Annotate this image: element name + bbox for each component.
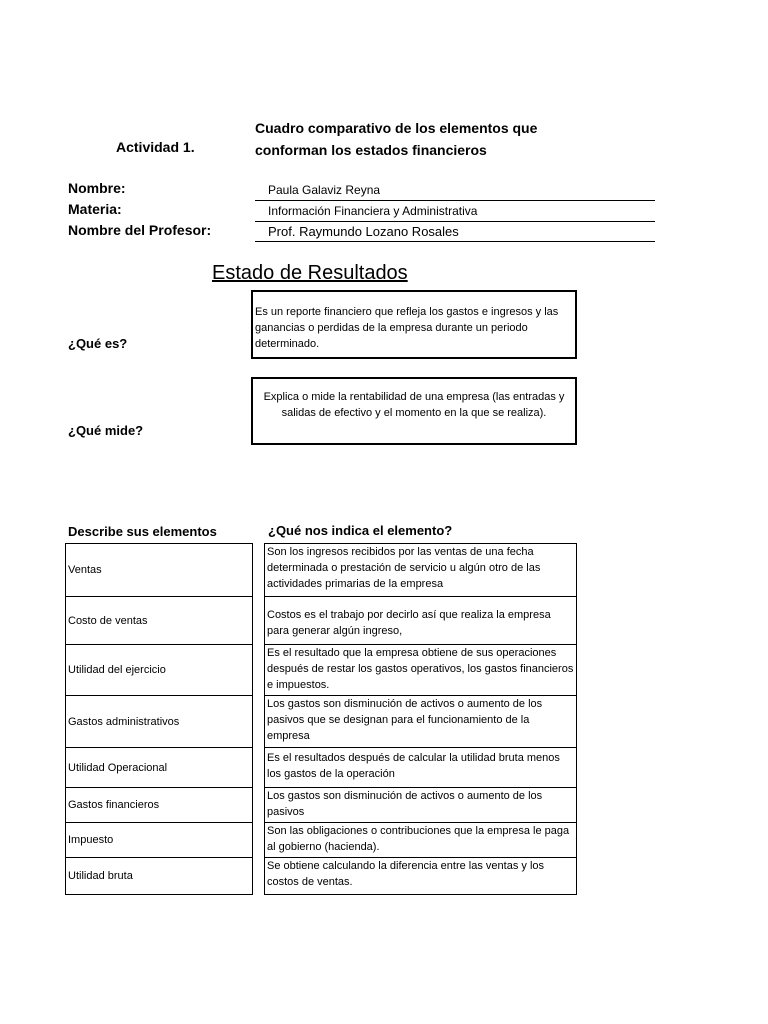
table-row-description: [264, 596, 577, 645]
table-row-description: [264, 787, 577, 823]
table-row-element: [65, 644, 253, 696]
table-row-element: [65, 857, 253, 895]
teacher-value: Prof. Raymundo Lozano Rosales: [268, 224, 459, 239]
element-label: Gastos administrativos: [68, 715, 180, 728]
subject-underline: [255, 221, 655, 222]
subject-label: Materia:: [68, 201, 122, 217]
name-value: Paula Galaviz Reyna: [268, 183, 381, 197]
description-text: Se obtiene calculando la diferencia entre las ventas y los costos de ventas.: [267, 860, 545, 888]
que-mide-text: Explica o mide la rentabilidad de una empresa (las entradas y salidas de efectivo y el momento en la que se realiza).: [263, 391, 565, 419]
description-text: Los gastos son disminución de activos o aumento de los pasivos: [267, 790, 543, 818]
que-mide-label: ¿Qué mide?: [68, 423, 144, 438]
table-row-element: [65, 543, 253, 597]
description-text: Son las obligaciones o contribuciones que la empresa le paga al gobierno (hacienda).: [267, 825, 570, 853]
description-text: Es el resultado que la empresa obtiene de sus operaciones después de restar los gastos operativos, los gastos financieros e impuestos.: [267, 647, 574, 691]
element-label: Utilidad del ejercicio: [68, 664, 166, 676]
element-label: Utilidad Operacional: [68, 761, 168, 774]
table-row-element: [65, 747, 253, 788]
element-label: Gastos financieros: [68, 799, 160, 811]
element-label: Impuesto: [68, 834, 114, 846]
table-row-description: [264, 857, 577, 895]
que-es-box: [251, 290, 577, 359]
elements-header: Describe sus elementos: [68, 524, 217, 539]
table-row-element: [65, 787, 253, 823]
table-row-description: [264, 747, 577, 788]
que-es-text: Es un reporte financiero que refleja los gastos e ingresos y las ganancias o perdidas de la empresa durante un periodo determinado.: [255, 306, 559, 350]
table-row-element: [65, 695, 253, 748]
teacher-underline: [255, 241, 655, 242]
que-mide-box: [251, 377, 577, 445]
table-row-description: [264, 822, 577, 858]
que-es-label: ¿Qué es?: [68, 336, 128, 351]
table-row-element: [65, 596, 253, 645]
teacher-label: Nombre del Profesor:: [68, 222, 212, 238]
element-label: Ventas: [68, 564, 102, 576]
name-underline: [255, 200, 655, 201]
element-label: Costo de ventas: [68, 614, 148, 627]
element-label: Utilidad bruta: [68, 870, 133, 882]
description-text: Costos es el trabajo por decirlo así que realiza la empresa para generar algún ingreso,: [267, 609, 551, 637]
table-row-description: [264, 543, 577, 597]
name-label: Nombre:: [68, 180, 126, 196]
section-title: Estado de Resultados: [212, 262, 408, 284]
table-row-description: [264, 644, 577, 696]
table-row-element: [65, 822, 253, 858]
page-title: [255, 117, 615, 161]
description-text: Son los ingresos recibidos por las ventas de una fecha determinada o prestación de servicio u algún otro de las actividades primarias de la empresa: [267, 546, 541, 590]
meaning-header: ¿Qué nos indica el elemento?: [268, 523, 453, 538]
activity-label: Actividad 1.: [116, 139, 195, 155]
subject-value: Información Financiera y Administrativa: [268, 204, 478, 218]
description-text: Es el resultados después de calcular la utilidad bruta menos los gastos de la operación: [267, 752, 560, 780]
title-line-2: conforman los estados financieros: [255, 142, 487, 158]
table-row-description: [264, 695, 577, 748]
title-line-1: Cuadro comparativo de los elementos que: [255, 120, 538, 136]
description-text: Los gastos son disminución de activos o aumento de los pasivos que se designan para el funcionamiento de la empresa: [267, 698, 543, 742]
